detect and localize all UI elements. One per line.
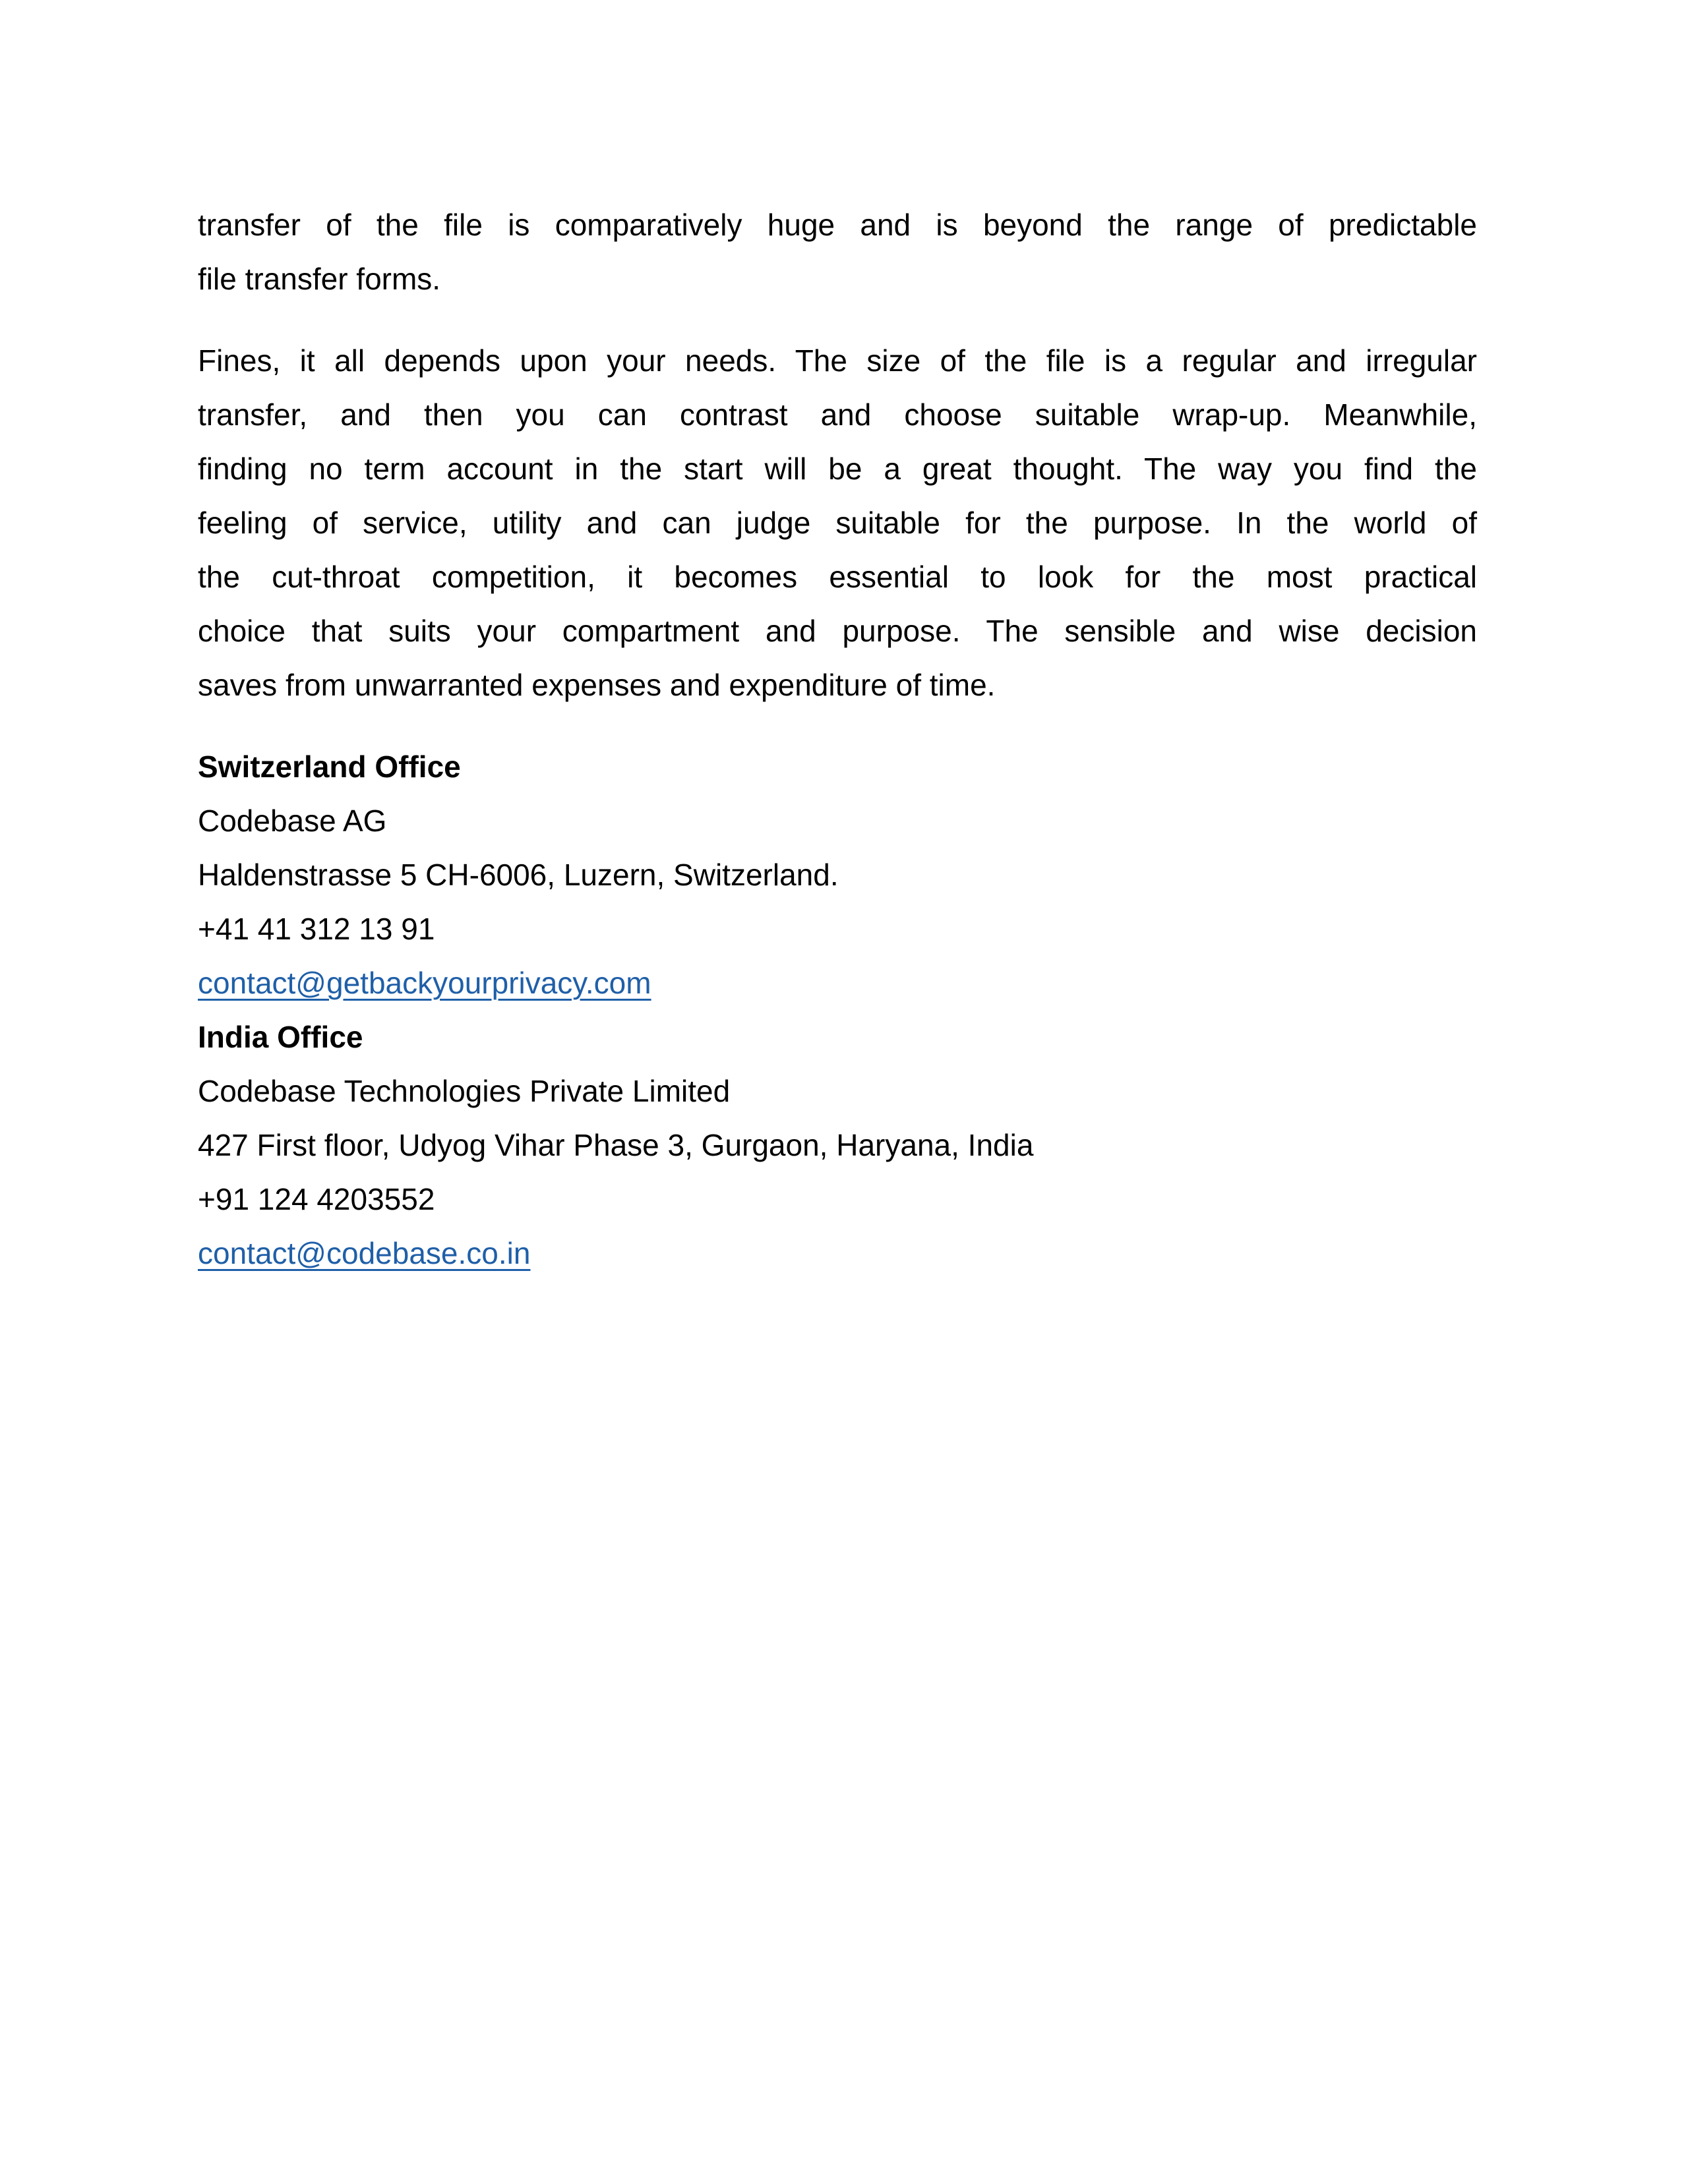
paragraph-line: finding no term account in the start will be a great thought. The way you find the xyxy=(198,452,1477,486)
switzerland-phone: +41 41 312 13 91 xyxy=(198,912,435,946)
paragraph-line: the cut-throat competition, it becomes essential to look for the most practical xyxy=(198,560,1477,594)
india-office-heading: India Office xyxy=(198,1020,363,1054)
document-page xyxy=(198,198,1477,1280)
paragraph-line: choice that suits your compartment and purpose. The sensible and wise decision xyxy=(198,614,1477,648)
india-address: 427 First floor, Udyog Vihar Phase 3, Gurgaon, Haryana, India xyxy=(198,1128,1034,1162)
switzerland-company-name: Codebase AG xyxy=(198,804,387,838)
paragraph-line: file transfer forms. xyxy=(198,262,441,296)
india-company-name: Codebase Technologies Private Limited xyxy=(198,1074,731,1108)
paragraph-line: transfer of the file is comparatively huge and is beyond the range of predictable xyxy=(198,208,1477,242)
india-email-row xyxy=(198,1226,1477,1280)
india-email-link[interactable]: contact@codebase.co.in xyxy=(198,1236,531,1270)
switzerland-address: Haldenstrasse 5 CH-6006, Luzern, Switzerland. xyxy=(198,858,839,892)
paragraph-needs xyxy=(198,334,1477,712)
switzerland-office-heading: Switzerland Office xyxy=(198,750,461,784)
switzerland-office-block xyxy=(198,740,1477,1010)
switzerland-email-link[interactable]: contact@getbackyourprivacy.com xyxy=(198,966,651,1000)
paragraph-line: Fines, it all depends upon your needs. The size of the file is a regular and irregular xyxy=(198,343,1477,378)
paragraph-file-transfer xyxy=(198,198,1477,306)
paragraph-line: saves from unwarranted expenses and expenditure of time. xyxy=(198,668,996,702)
switzerland-email-row xyxy=(198,956,1477,1010)
paragraph-line: transfer, and then you can contrast and choose suitable wrap-up. Meanwhile, xyxy=(198,398,1477,432)
india-phone: +91 124 4203552 xyxy=(198,1182,435,1216)
india-office-block xyxy=(198,1010,1477,1280)
paragraph-line: feeling of service, utility and can judge suitable for the purpose. In the world of xyxy=(198,506,1477,540)
